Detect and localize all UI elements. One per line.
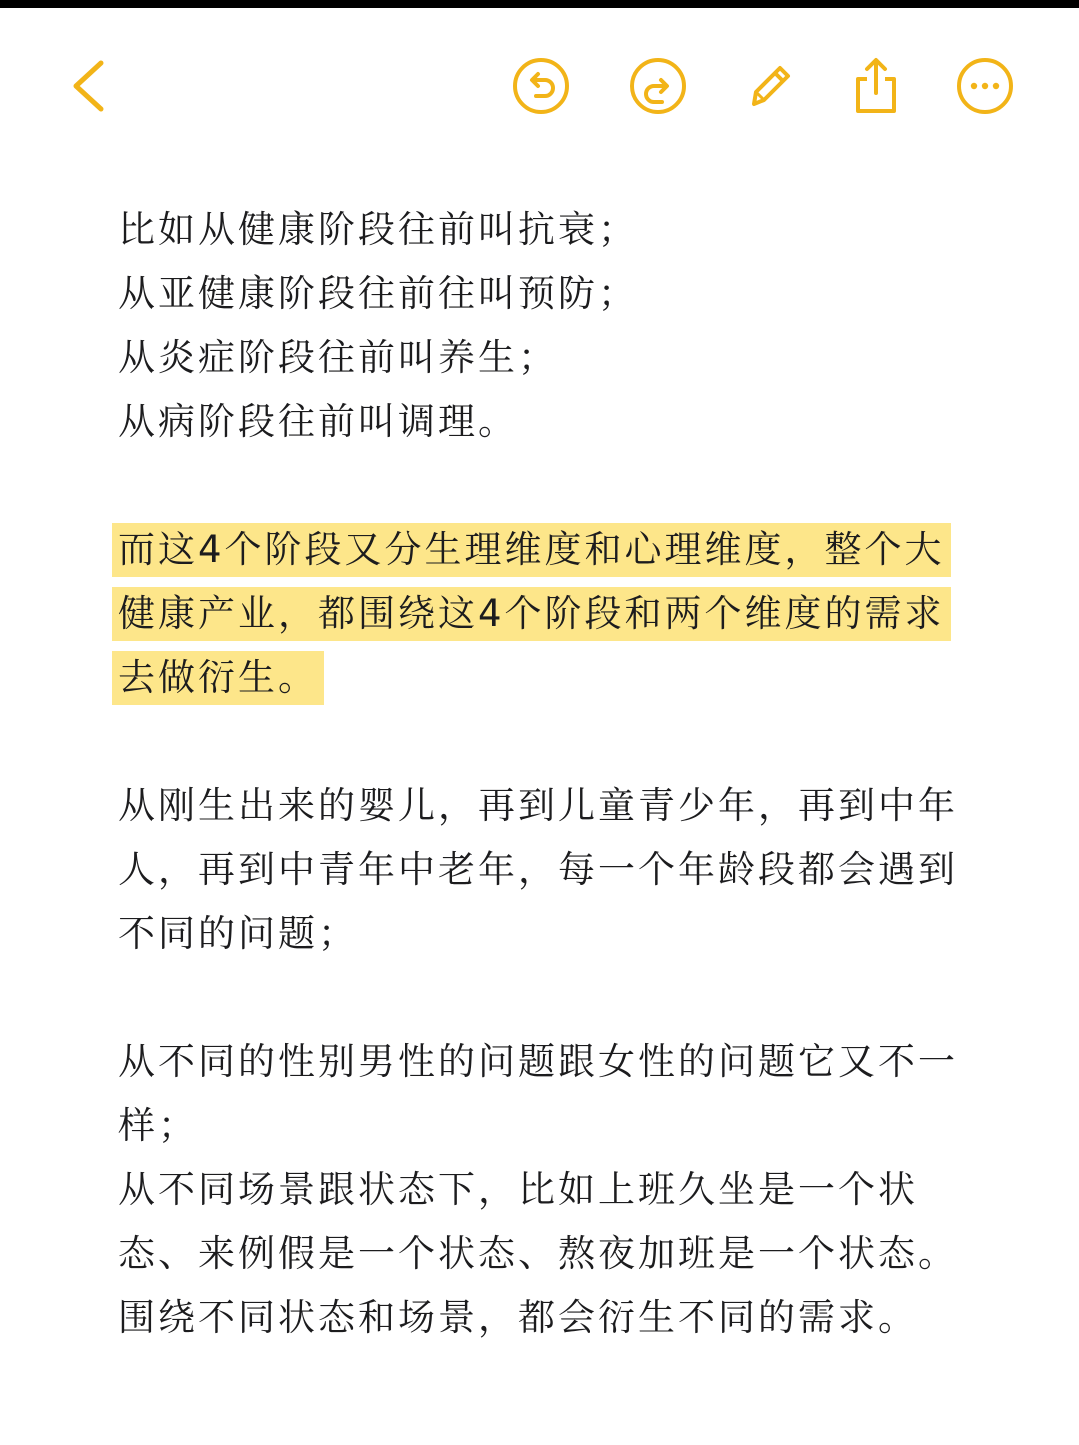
chevron-left-icon — [68, 58, 108, 114]
pencil-icon — [742, 58, 798, 114]
redo-button[interactable] — [622, 50, 694, 122]
highlighted-paragraph — [118, 518, 968, 710]
text-line: 从不同的性别男性的问题跟女性的问题它又不一 — [118, 1040, 958, 1083]
text-line: 样； — [118, 1104, 198, 1147]
undo-button[interactable] — [505, 50, 577, 122]
highlighted-line: 去做衍生。 — [112, 651, 324, 705]
paragraph-1 — [118, 198, 968, 454]
text-line: 比如从健康阶段往前叫抗衰； — [118, 208, 638, 251]
text-line: 态、来例假是一个状态、熬夜加班是一个状态。 — [118, 1232, 958, 1275]
text-line: 从刚生出来的婴儿，再到儿童青少年，再到中年 — [118, 784, 958, 827]
text-line: 从炎症阶段往前叫养生； — [118, 336, 558, 379]
text-line: 人，再到中青年中老年，每一个年龄段都会遇到 — [118, 848, 958, 891]
back-button[interactable] — [52, 50, 124, 122]
share-icon — [850, 55, 902, 117]
redo-icon — [628, 56, 688, 116]
note-toolbar — [0, 50, 1079, 122]
text-line: 围绕不同状态和场景，都会衍生不同的需求。 — [118, 1296, 918, 1339]
text-line: 不同的问题； — [118, 912, 358, 955]
status-bar — [0, 0, 1079, 8]
highlighted-line: 健康产业，都围绕这4个阶段和两个维度的需求 — [112, 587, 951, 641]
text-line: 从亚健康阶段往前往叫预防； — [118, 272, 638, 315]
more-icon — [955, 56, 1015, 116]
text-line: 从不同场景跟状态下，比如上班久坐是一个状 — [118, 1168, 918, 1211]
text-line: 从病阶段往前叫调理。 — [118, 400, 518, 443]
highlighted-line: 而这4个阶段又分生理维度和心理维度，整个大 — [112, 523, 951, 577]
paragraph-3 — [118, 774, 968, 966]
more-button[interactable] — [949, 50, 1021, 122]
note-body[interactable] — [118, 198, 968, 1350]
share-button[interactable] — [840, 50, 912, 122]
undo-icon — [511, 56, 571, 116]
edit-button[interactable] — [734, 50, 806, 122]
paragraph-4 — [118, 1030, 968, 1350]
